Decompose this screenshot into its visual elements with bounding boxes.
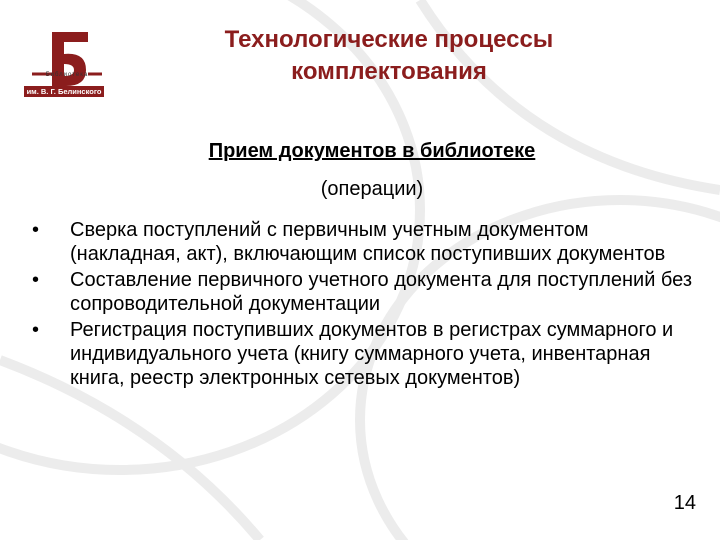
list-item	[30, 268, 702, 316]
bullet-text: Сверка поступлений с первичным учетным документом (накладная, акт), включающим список поступивших документов	[70, 219, 666, 265]
slide-title-line1: Технологические процессы	[224, 26, 554, 53]
bullet-list	[30, 218, 702, 392]
page-number: 14	[673, 492, 696, 514]
list-item	[30, 318, 702, 390]
bullet-icon: •	[32, 219, 40, 241]
slide-title	[150, 24, 628, 88]
logo-text-bottom: им. В. Г. Белинского	[24, 86, 104, 97]
list-item	[30, 218, 702, 266]
bullet-text: Составление первичного учетного документа для поступлений без сопроводительной документации	[70, 269, 693, 315]
operations-label: (операции)	[320, 178, 424, 200]
bullet-icon: •	[32, 319, 40, 341]
bullet-text: Регистрация поступивших документов в регистрах суммарного и индивидуального учета (книгу суммарного учета, инвентарная книга, реестр электронных сетевых документов)	[70, 319, 674, 389]
logo-text-top: Библиотека	[45, 72, 89, 78]
section-subtitle: Прием документов в библиотеке	[208, 140, 536, 162]
bullet-icon: •	[32, 269, 40, 291]
slide-title-line2: комплектования	[291, 58, 487, 85]
